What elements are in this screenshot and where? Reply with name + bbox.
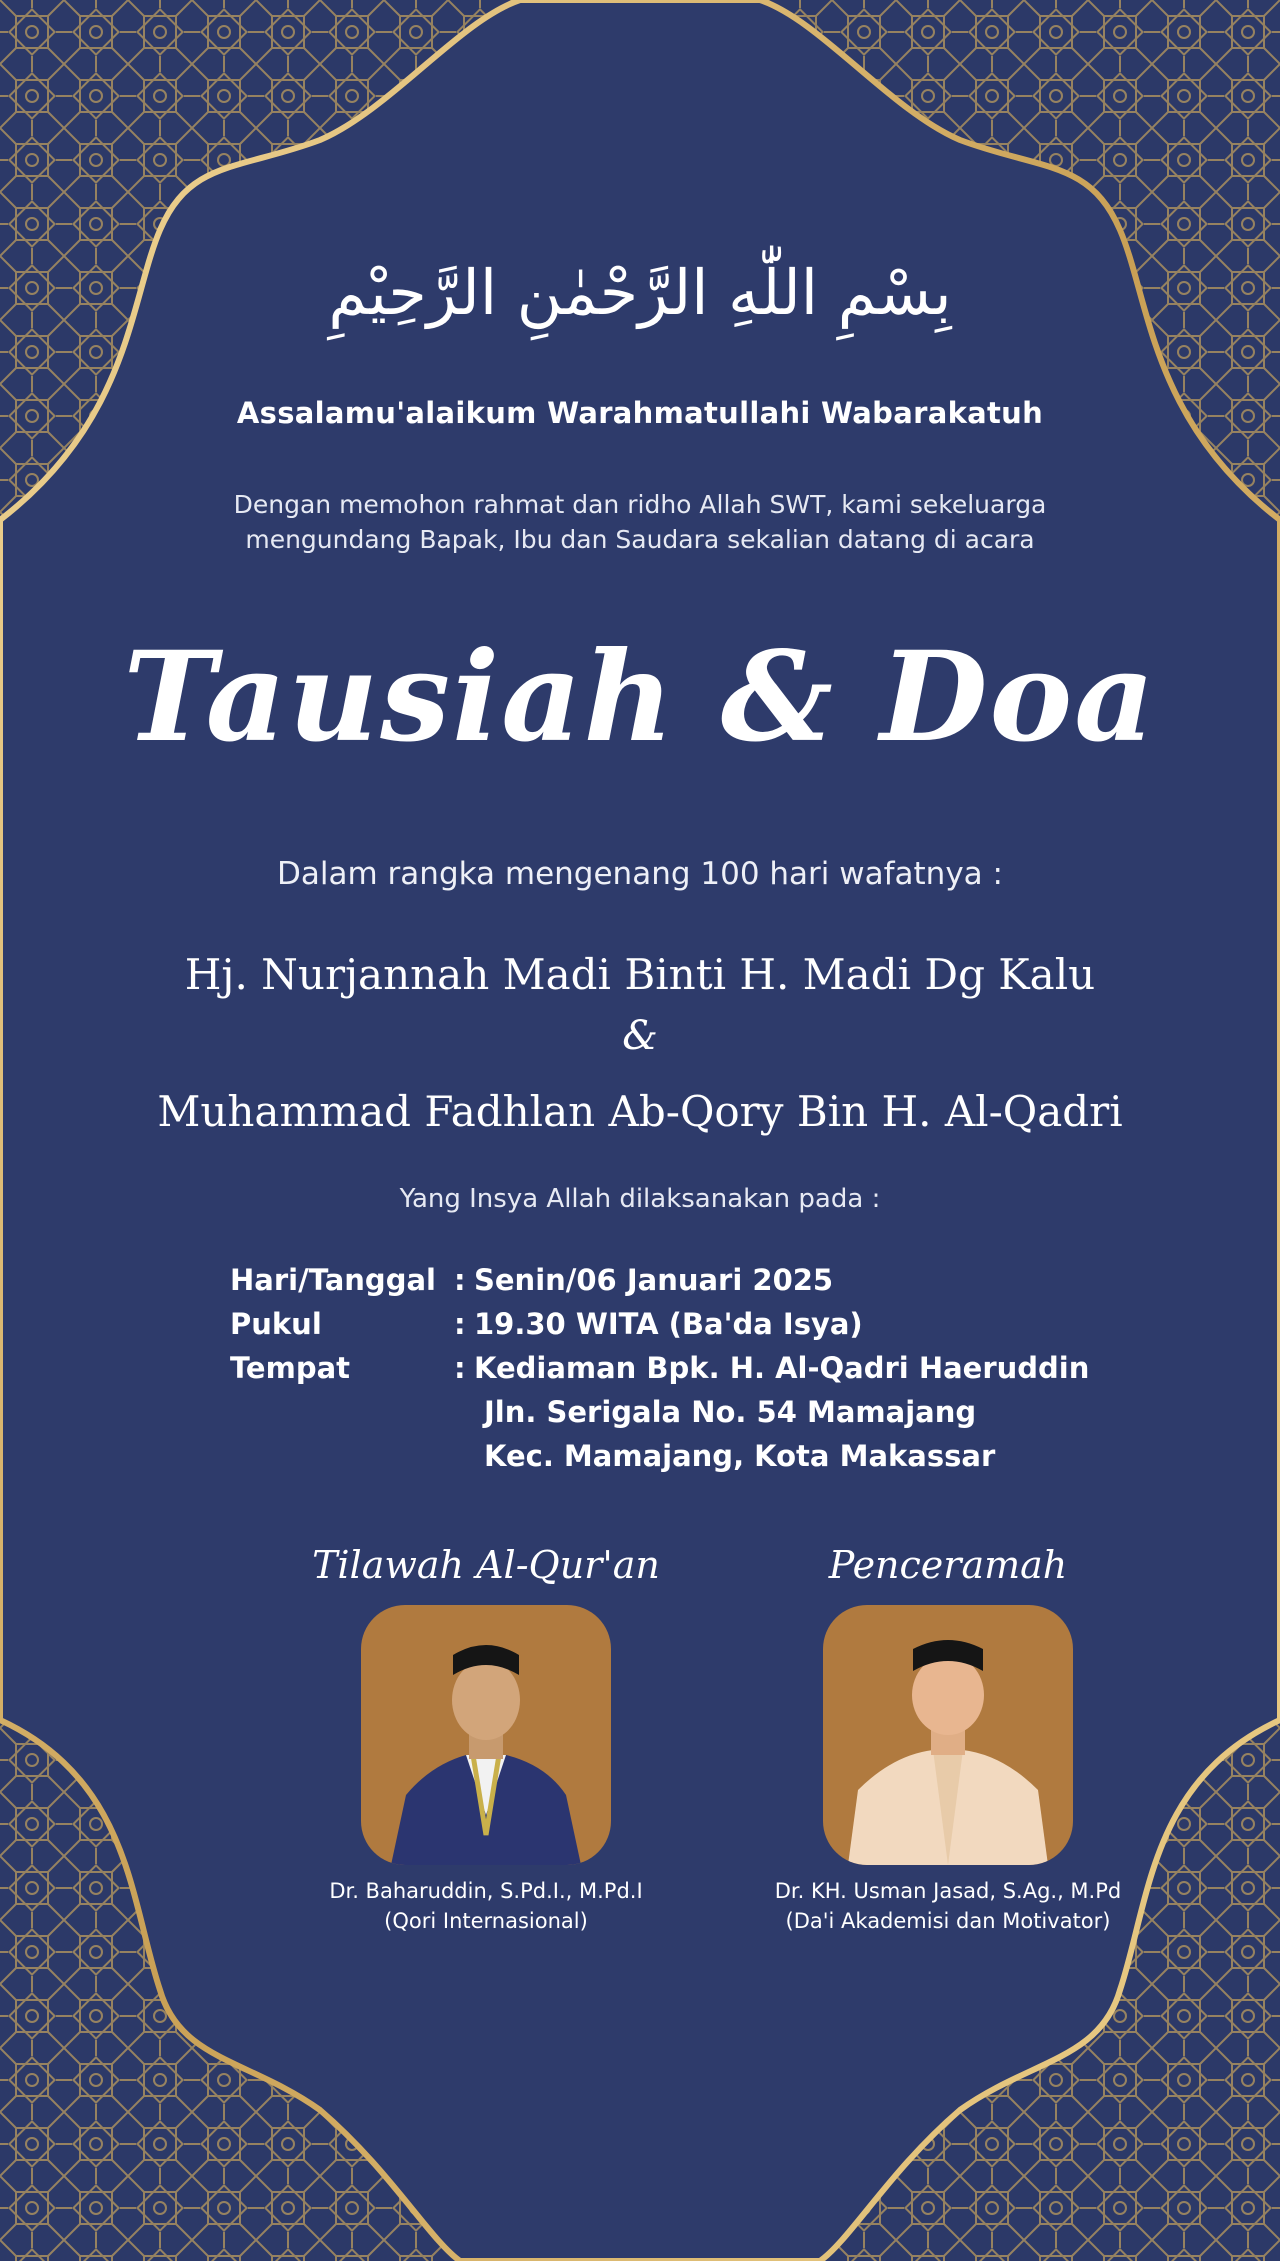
- event-details: [230, 1258, 1130, 1478]
- speaker-name: Dr. KH. Usman Jasad, S.Ag., M.Pd: [774, 1879, 1122, 1903]
- time-colon: :: [454, 1307, 466, 1341]
- speaker-title: (Qori Internasional): [384, 1909, 588, 1933]
- deceased-name-2: Muhammad Fadhlan Ab-Qory Bin H. Al-Qadri: [157, 1087, 1123, 1136]
- intro-line-2: mengundang Bapak, Ibu dan Saudara sekalian datang di acara: [245, 525, 1035, 554]
- speaker-name: Dr. Baharuddin, S.Pd.I., M.Pd.I: [329, 1879, 643, 1903]
- date-value: Senin/06 Januari 2025: [474, 1263, 834, 1297]
- person-portrait-icon: [823, 1605, 1073, 1865]
- bismillah-calligraphy: بِسْمِ اللّٰهِ الرَّحْمٰنِ الرَّحِيْمِ: [328, 256, 952, 329]
- place-row-3: [230, 1434, 1130, 1478]
- place-line-3: Kec. Mamajang, Kota Makassar: [484, 1439, 996, 1473]
- speaker-title: (Da'i Akademisi dan Motivator): [785, 1909, 1111, 1933]
- place-row: [230, 1346, 1130, 1390]
- speaker-role: Penceramah: [828, 1543, 1068, 1587]
- event-subtitle: Dalam rangka mengenang 100 hari wafatnya :: [277, 856, 1003, 892]
- ampersand: &: [622, 1013, 658, 1059]
- place-row-2: [230, 1390, 1130, 1434]
- deceased-name-1: Hj. Nurjannah Madi Binti H. Madi Dg Kalu: [184, 950, 1096, 999]
- place-label: Tempat: [230, 1351, 351, 1385]
- intro-line-1: Dengan memohon rahmat dan ridho Allah SWT, kami sekeluarga: [233, 490, 1047, 519]
- schedule-intro: Yang Insya Allah dilaksanakan pada :: [399, 1184, 881, 1214]
- place-colon: :: [454, 1351, 466, 1385]
- time-label: Pukul: [230, 1307, 322, 1341]
- person-portrait-icon: [361, 1605, 611, 1865]
- event-title: Tausiah & Doa: [123, 625, 1157, 770]
- date-row: [230, 1258, 1130, 1302]
- place-line-2: Jln. Serigala No. 54 Mamajang: [484, 1395, 977, 1429]
- speaker-card-penceramah: [748, 1535, 1148, 1933]
- speaker-photo: [823, 1605, 1073, 1865]
- greeting-text: Assalamu'alaikum Warahmatullahi Wabarakatuh: [236, 396, 1044, 430]
- speaker-role: Tilawah Al-Qur'an: [312, 1543, 660, 1587]
- speaker-card-qori: [286, 1535, 686, 1933]
- date-label: Hari/Tanggal: [230, 1263, 436, 1297]
- time-value: 19.30 WITA (Ba'da Isya): [474, 1307, 863, 1341]
- time-row: [230, 1302, 1130, 1346]
- date-colon: :: [454, 1263, 466, 1297]
- speaker-photo: [361, 1605, 611, 1865]
- place-line-1: Kediaman Bpk. H. Al-Qadri Haeruddin: [474, 1351, 1090, 1385]
